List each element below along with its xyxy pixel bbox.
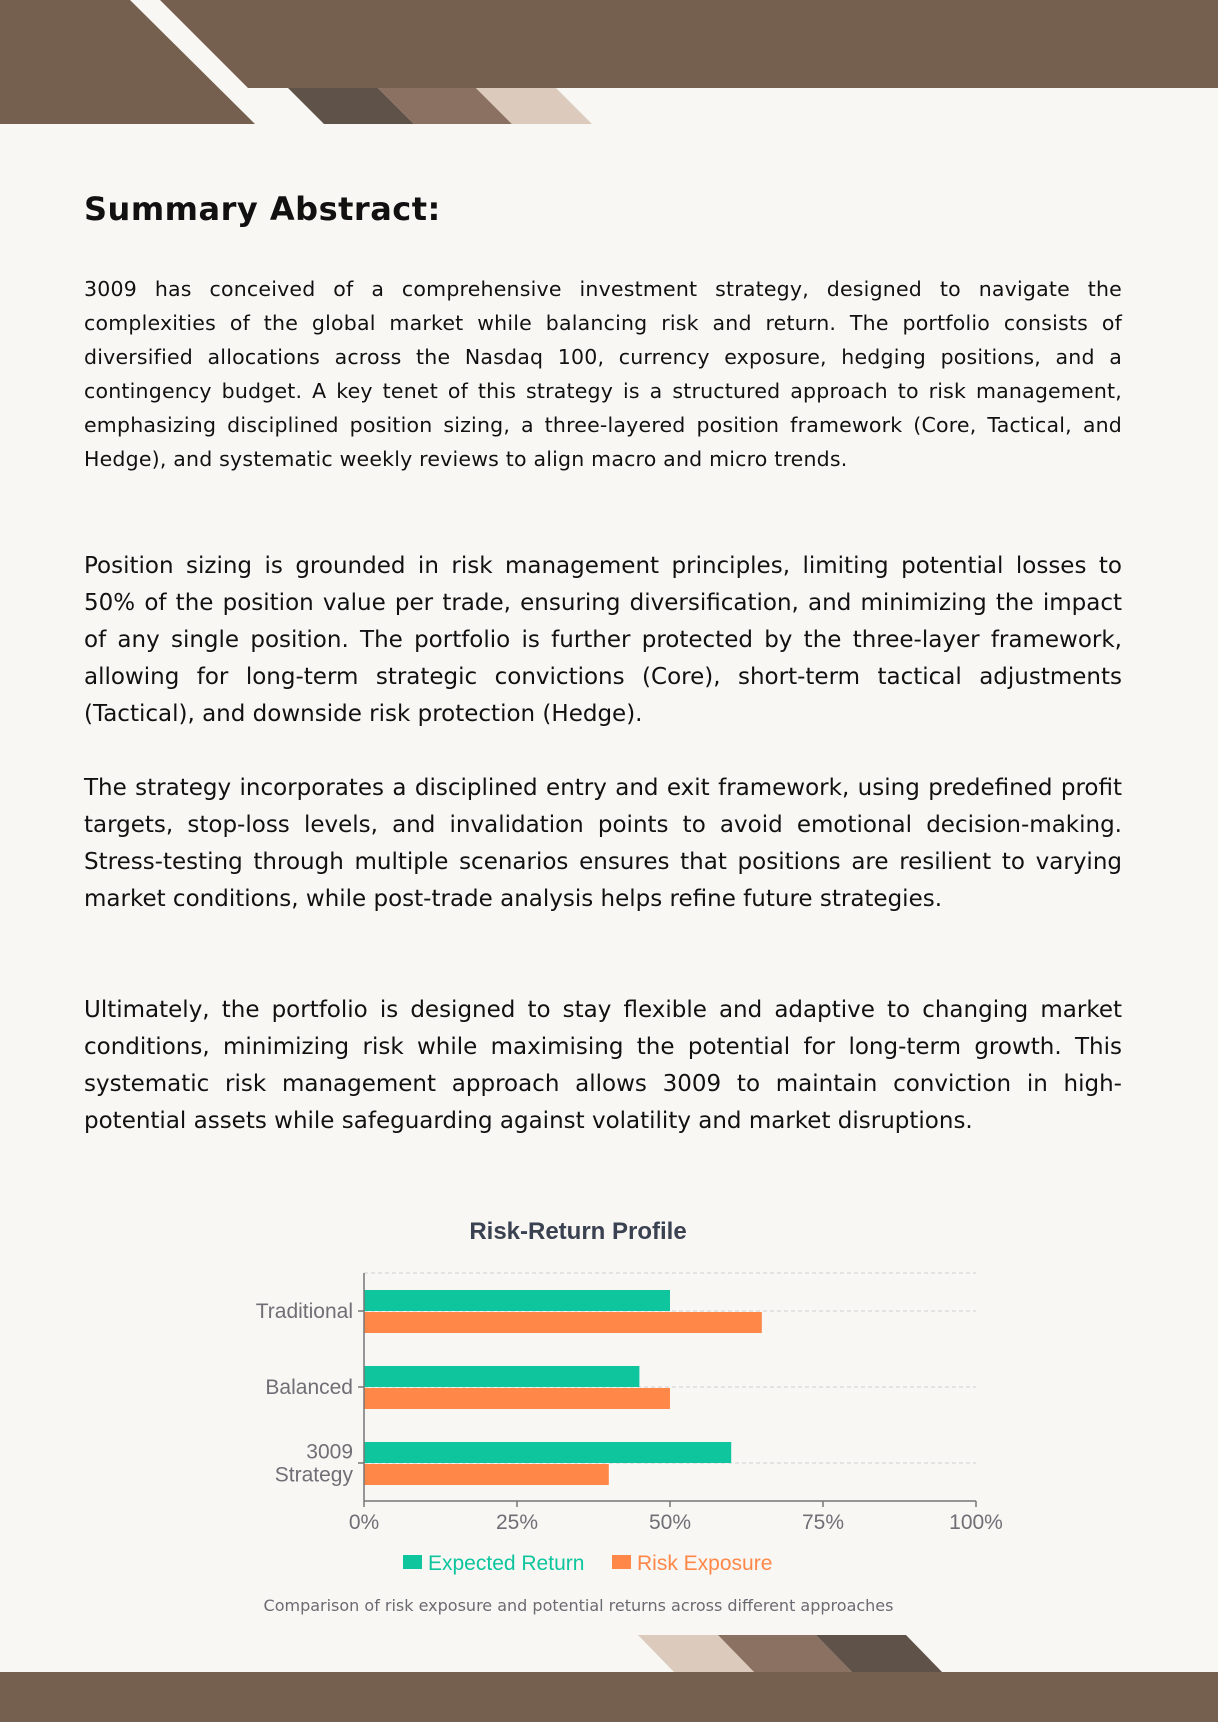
bar-expected-return xyxy=(364,1366,639,1387)
x-tick-label: 25% xyxy=(495,1511,539,1534)
category-label: Traditional xyxy=(255,1300,353,1323)
category-label: Strategy xyxy=(274,1463,353,1487)
bar-risk-exposure xyxy=(364,1464,609,1485)
abstract-paragraph-1: 3009 has conceived of a comprehensive investment strategy, designed to navigate the complexities of the global market while balancing risk and return. The portfolio consists of diversified allocations across the Nasdaq 100, currency exposure, hedging positions, and a contingency budget. A key tenet of this strategy is a structured approach to risk management, emphasizing disciplined position sizing, a three-layered position framework (Core, Tactical, and Hedge), and systematic weekly reviews to align macro and micro trends. xyxy=(84,277,1122,471)
abstract-paragraph-2: Position sizing is grounded in risk management principles, limiting potential losses to 50% of the position value per trade, ensuring diversification, and minimizing the impact of any single position. The portfolio is further protected by the three-layer framework, allowing for long-term strategic convictions (Core), short-term tactical adjustments (Tactical), and downside risk protection (Hedge). xyxy=(84,553,1122,727)
legend-label: Expected Return xyxy=(428,1552,585,1575)
abstract-paragraph-4: Ultimately, the portfolio is designed to stay flexible and adaptive to changing market conditions, minimizing risk while maximising the potential for long-term growth. This systematic risk management approach allows 3009 to maintain conviction in high-potential assets while safeguarding against volatility and market disruptions. xyxy=(84,997,1122,1134)
category-label: 3009 xyxy=(306,1440,353,1464)
chart-title: Risk-Return Profile xyxy=(469,1218,687,1245)
abstract-paragraph-3: The strategy incorporates a disciplined entry and exit framework, using predefined profit targets, stop-loss levels, and invalidation points to avoid emotional decision-making. Stress-testing through multiple scenarios ensures that positions are resilient to varying market conditions, while post-trade analysis helps refine future strategies. xyxy=(84,775,1122,912)
category-label: Balanced xyxy=(265,1376,353,1399)
legend-swatch xyxy=(612,1555,631,1569)
section-heading: Summary Abstract: xyxy=(84,190,441,228)
bar-risk-exposure xyxy=(364,1388,670,1409)
bar-expected-return xyxy=(364,1442,731,1463)
x-tick-label: 100% xyxy=(949,1511,1003,1534)
x-tick-label: 75% xyxy=(801,1511,845,1534)
legend-label: Risk Exposure xyxy=(637,1552,773,1575)
legend-swatch xyxy=(403,1555,422,1569)
chart-caption: Comparison of risk exposure and potential returns across different approaches xyxy=(263,1596,894,1615)
x-tick-label: 50% xyxy=(648,1511,692,1534)
bar-expected-return xyxy=(364,1290,670,1311)
x-tick-label: 0% xyxy=(348,1511,380,1534)
bar-risk-exposure xyxy=(364,1312,762,1333)
